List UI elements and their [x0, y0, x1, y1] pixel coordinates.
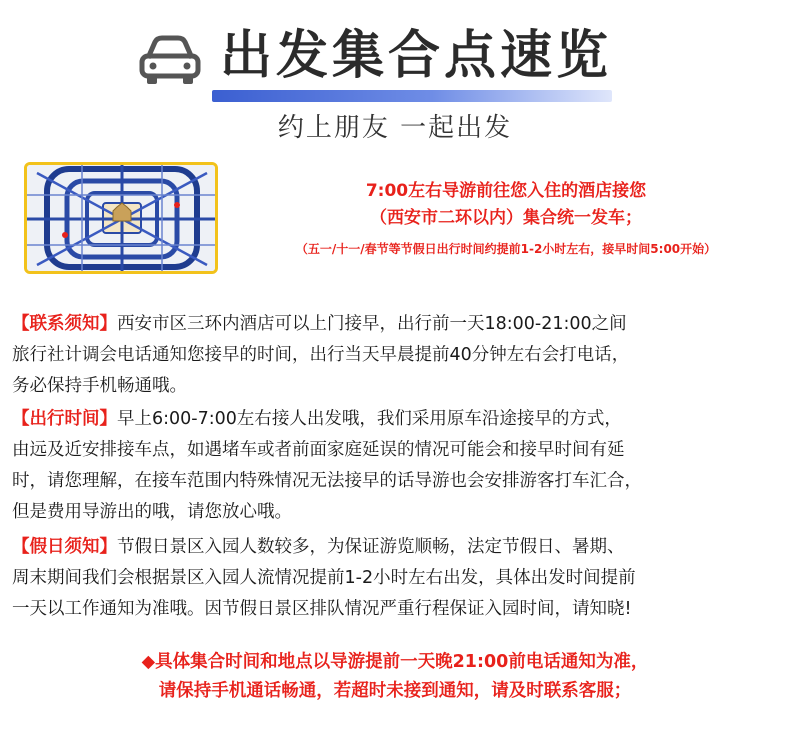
section-line	[12, 309, 788, 340]
section-line	[12, 532, 788, 563]
section-contact	[12, 309, 788, 402]
section-holiday	[12, 532, 788, 625]
footer-line-1: ◆具体集合时间和地点以导游提前一天晚21:00前电话通知为准，	[141, 652, 649, 672]
title-underline	[212, 90, 612, 102]
notice-line-1: 7:00左右导游前往您入住的酒店接您	[365, 181, 647, 201]
notice-line-2: （西安市二环以内）集合统一发车；	[370, 208, 642, 228]
notice-line-3: （五一/十一/春节等节假日出行时间约提前1-2小时左右，接早时间5:00开始）	[295, 242, 717, 256]
map-graphic	[27, 165, 215, 271]
page-subtitle: 约上朋友 一起出发	[277, 113, 513, 143]
section-line	[12, 404, 788, 435]
section-line: 由远及近安排接车点，如遇堵车或者前面家庭延误的情况可能会和接早时间有延	[12, 440, 625, 460]
header	[0, 0, 790, 143]
pickup-notice	[226, 178, 786, 262]
footer-notice	[0, 648, 790, 706]
ring-road-map	[24, 162, 218, 274]
section-tag: 【出行时间】	[12, 409, 117, 429]
section-line: 时，请您理解，在接车范围内特殊情况无法接早的话导游也会安排游客打车汇合，	[12, 471, 642, 491]
section-tag: 【假日须知】	[12, 537, 117, 557]
page-title: 出发集合点速览	[220, 26, 613, 86]
section-tag: 【联系须知】	[12, 314, 117, 334]
section-text: 早上6:00-7:00左右接人出发哦，我们采用原车沿途接早的方式，	[117, 409, 622, 429]
footer-line-2: 请保持手机通话畅通，若超时未接到通知，请及时联系客服；	[158, 681, 632, 701]
section-line: 周末期间我们会根据景区入园人流情况提前1-2小时左右出发，具体出发时间提前	[12, 568, 636, 588]
section-line: 但是费用导游出的哦，请您放心哦。	[12, 502, 292, 522]
section-line: 务必保持手机畅通哦。	[12, 376, 187, 396]
section-departure-time	[12, 404, 788, 528]
car-icon	[138, 34, 202, 86]
section-text: 西安市区三环内酒店可以上门接早，出行前一天18:00-21:00之间	[117, 314, 627, 334]
section-line: 旅行社计调会电话通知您接早的时间，出行当天早晨提前40分钟左右会打电话，	[12, 345, 630, 365]
section-text: 节假日景区入园人数较多，为保证游览顺畅，法定节假日、暑期、	[117, 537, 625, 557]
section-line: 一天以工作通知为准哦。因节假日景区排队情况严重行程保证入园时间，请知晓!	[12, 599, 632, 619]
